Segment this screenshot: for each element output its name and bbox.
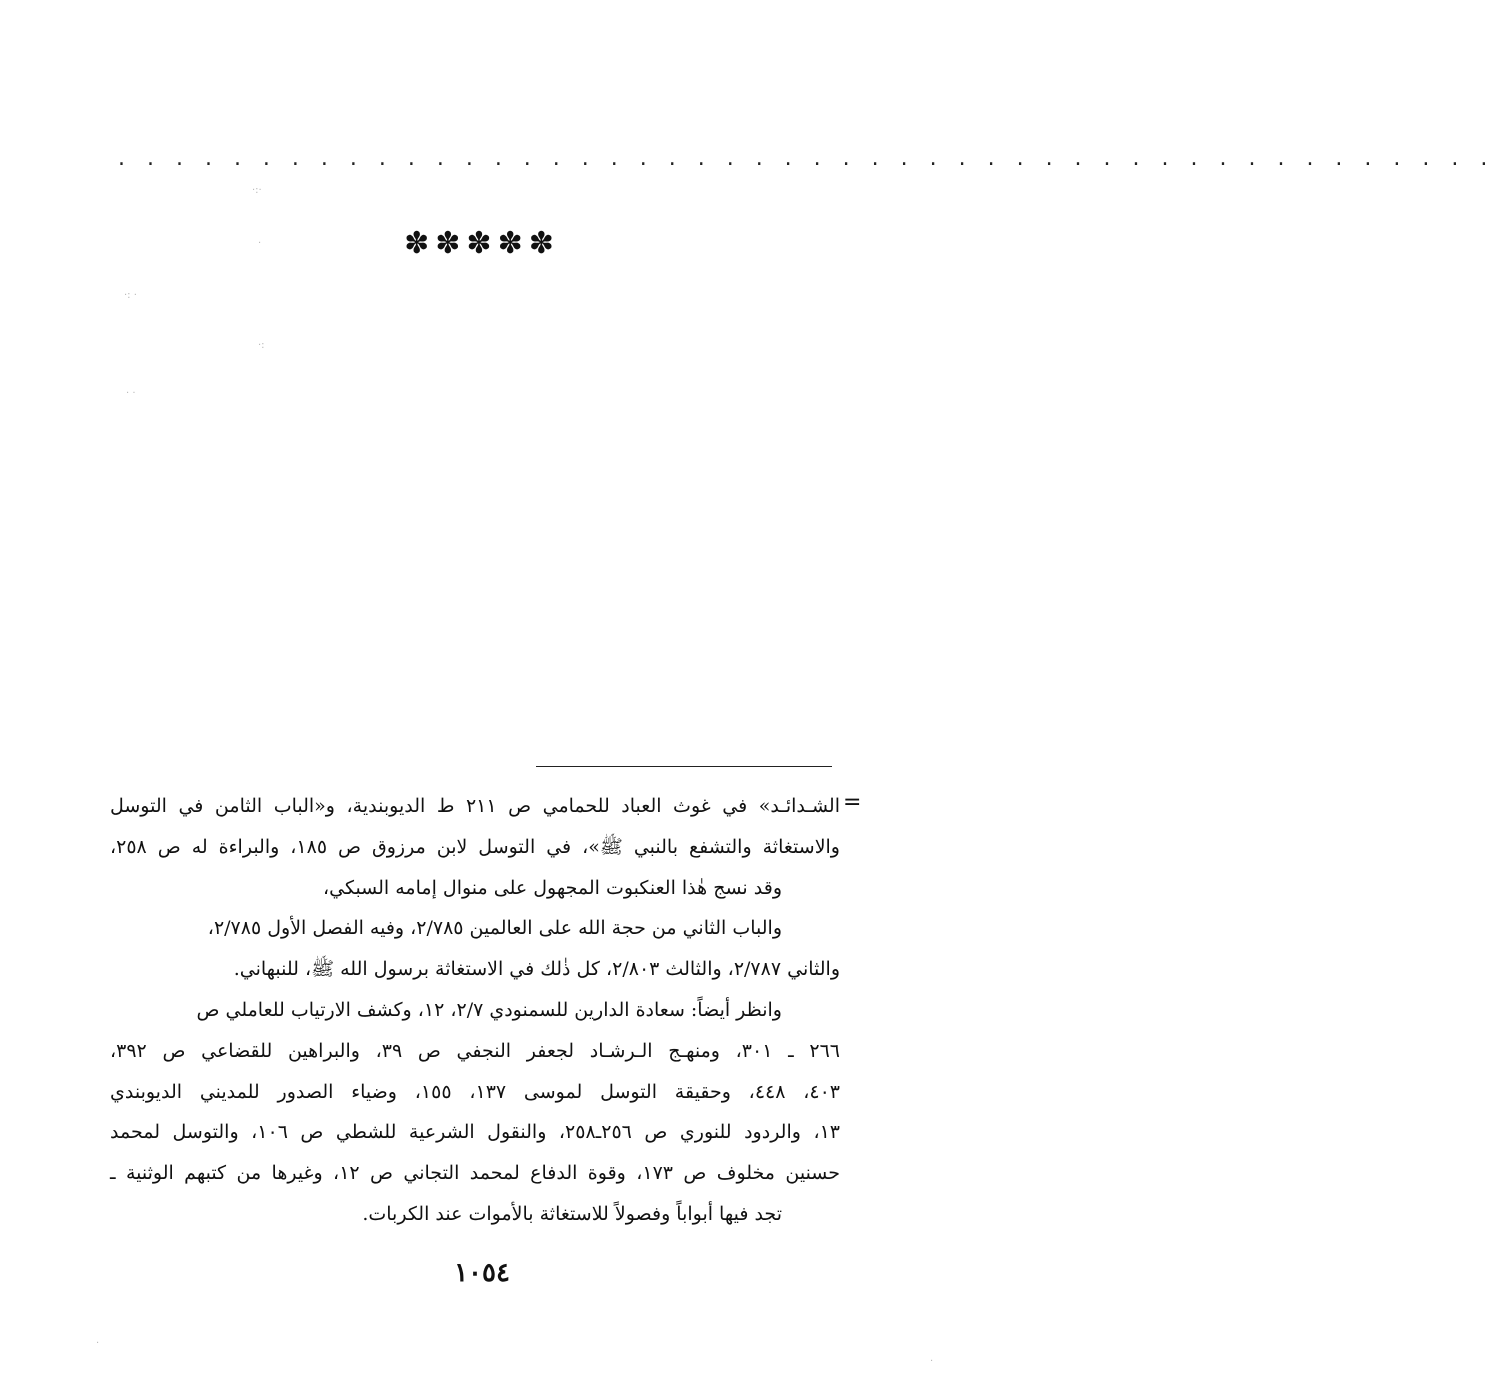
section-divider-stars: ✽✽✽✽✽ <box>404 226 560 261</box>
scan-speck: · <box>96 1338 100 1349</box>
footnote-line: ٢٦٦ ـ ٣٠١، ومنهـج الـرشـاد لجعفر النجفي ص ٣٩، والبراهين للقضاعي ص ٣٩٢، <box>110 1039 840 1062</box>
footnote-rule <box>536 766 832 767</box>
scan-speck: · <box>258 238 262 249</box>
footnote-block <box>110 786 840 1235</box>
footnote-line: والباب الثاني من حجة الله على العالمين ٢/٧٨٥، وفيه الفصل الأول ٢/٧٨٥، <box>207 917 782 940</box>
scan-speck: ·:· <box>252 185 262 196</box>
footnote-line: حسنين مخلوف ص ١٧٣، وقوة الدفاع لمحمد التجاني ص ١٢، وغيرها من كتبهم الوثنية ـ <box>110 1162 841 1185</box>
scan-speck: ·: <box>258 340 265 351</box>
scan-speck: ·: · <box>124 290 137 301</box>
footnote-line: تجد فيها أبواباً وفصولاً للاستغاثة بالأموات عند الكربات. <box>362 1202 782 1225</box>
footnote-line: ١٣، والردود للنوري ص ٢٥٦ـ٢٥٨، والنقول الشرعية للشطي ص ١٠٦، والتوسل لمحمد <box>110 1121 840 1144</box>
dotted-separator: . . . . . . . . . . . . . . . . . . . . . . . . . . . . . . . . . . . . . . . . . . . . . . . . <box>118 146 1495 171</box>
footnote-line: والاستغاثة والتشفع بالنبي ﷺ»، في التوسل لابن مرزوق ص ١٨٥، والبراءة له ص ٢٥٨، <box>110 835 840 858</box>
page-number: ١٠٥٤ <box>454 1258 510 1288</box>
footnote-line: ٤٠٣، ٤٤٨، وحقيقة التوسل لموسى ١٣٧، ١٥٥، وضياء الصدور للمديني الديوبندي <box>110 1080 841 1103</box>
scan-speck: · <box>930 1356 934 1367</box>
footnote-continuation-mark: = <box>843 790 862 815</box>
footnote-line: والثاني ٢/٧٨٧، والثالث ٢/٨٠٣، كل ذٰلك في الاستغاثة برسول الله ﷺ، للنبهاني. <box>233 958 840 981</box>
footnote-line: الشـدائـد» في غوث العباد للحمامي ص ٢١١ ط الديوبندية، و«الباب الثامن في التوسل <box>110 795 840 817</box>
footnote-line: وقد نسج هٰذا العنكبوت المجهول على منوال إمامه السبكي، <box>322 876 782 899</box>
footnote-line: وانظر أيضاً: سعادة الدارين للسمنودي ٢/٧، ١٢، وكشف الارتياب للعاملي ص <box>196 998 782 1021</box>
scan-speck: · · <box>126 388 136 399</box>
